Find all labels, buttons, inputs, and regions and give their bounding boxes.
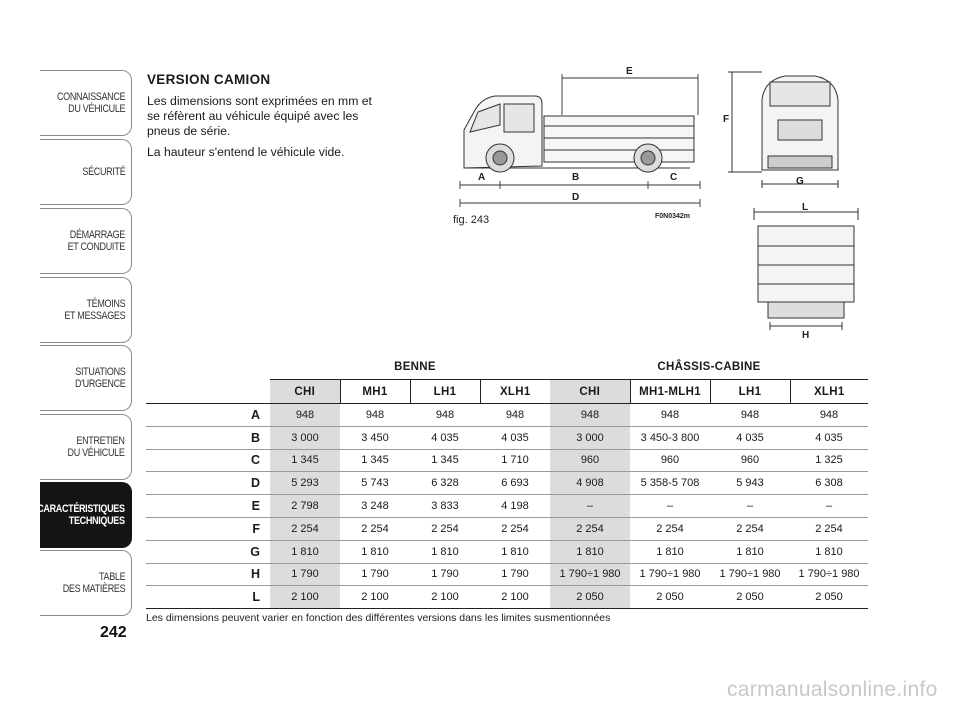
table-cell: –	[550, 495, 630, 518]
table-cell: 3 450	[340, 426, 410, 449]
table-cell: 1 810	[340, 540, 410, 563]
table-cell: 2 254	[710, 517, 790, 540]
row-label: C	[146, 449, 270, 472]
tab-securite[interactable]: SÉCURITÉ	[40, 139, 132, 205]
truck-dimension-figure	[440, 60, 870, 341]
table-cell: 4 035	[480, 426, 550, 449]
truck-front-view	[728, 72, 838, 188]
table-cell: 948	[710, 404, 790, 427]
dim-label-h: H	[802, 330, 810, 341]
table-row	[146, 586, 868, 609]
table-cell: 4 035	[710, 426, 790, 449]
intro-section	[147, 72, 377, 166]
watermark: carmanualsonline.info	[727, 678, 938, 701]
table-row	[146, 426, 868, 449]
table-cell: 1 790÷1 980	[630, 563, 710, 586]
dim-label-f: F	[723, 114, 730, 125]
dim-label-a: A	[478, 172, 486, 183]
row-label: H	[146, 563, 270, 586]
table-cell: 2 254	[270, 517, 340, 540]
table-cell: 1 790	[410, 563, 480, 586]
table-cell: 1 325	[790, 449, 868, 472]
column-header: XLH1	[790, 380, 868, 404]
table-cell: –	[790, 495, 868, 518]
table-cell: 3 248	[340, 495, 410, 518]
table-row	[146, 472, 868, 495]
table-footnote: Les dimensions peuvent varier en fonction des différentes versions dans les limites susmentionnées	[146, 612, 611, 624]
table-cell: 948	[270, 404, 340, 427]
row-label: E	[146, 495, 270, 518]
dimensions-table	[146, 379, 868, 609]
dim-label-g: G	[796, 176, 804, 187]
truck-rear-view	[754, 208, 858, 330]
table-cell: 1 345	[270, 449, 340, 472]
table-row	[146, 449, 868, 472]
table-cell: 2 100	[340, 586, 410, 609]
truck-side-view	[464, 96, 694, 172]
column-header: LH1	[710, 380, 790, 404]
table-cell: 1 345	[340, 449, 410, 472]
table-row	[146, 517, 868, 540]
table-cell: 1 790	[340, 563, 410, 586]
row-label: L	[146, 586, 270, 609]
column-header-row	[146, 380, 868, 404]
table-cell: 2 254	[410, 517, 480, 540]
table-cell: 1 790÷1 980	[550, 563, 630, 586]
table-cell: 2 050	[550, 586, 630, 609]
table-cell: –	[710, 495, 790, 518]
table-cell: 2 254	[550, 517, 630, 540]
table-cell: 948	[410, 404, 480, 427]
tab-entretien-du-vehicule[interactable]: ENTRETIEN DU VÉHICULE	[40, 414, 132, 480]
group-header-benne: BENNE	[394, 361, 436, 373]
tab-caracteristiques-techniques[interactable]: CARACTÉRISTIQUES TECHNIQUES	[40, 482, 132, 548]
row-label: A	[146, 404, 270, 427]
tab-connaissance-du-vehicule[interactable]: CONNAISSANCE DU VÉHICULE	[40, 70, 132, 136]
table-cell: 948	[630, 404, 710, 427]
table-cell: 3 000	[270, 426, 340, 449]
table-cell: 960	[550, 449, 630, 472]
table-row	[146, 495, 868, 518]
table-cell: 960	[630, 449, 710, 472]
table-cell: 2 254	[340, 517, 410, 540]
table-cell: 4 908	[550, 472, 630, 495]
row-label: B	[146, 426, 270, 449]
table-cell: 1 790÷1 980	[710, 563, 790, 586]
row-label: D	[146, 472, 270, 495]
dim-label-e: E	[626, 66, 633, 77]
table-cell: 2 254	[790, 517, 868, 540]
table-cell: 3 450-3 800	[630, 426, 710, 449]
table-cell: 1 810	[790, 540, 868, 563]
table-cell: 2 050	[710, 586, 790, 609]
dim-label-l: L	[802, 202, 809, 213]
table-cell: 1 790	[270, 563, 340, 586]
column-header: LH1	[410, 380, 480, 404]
table-cell: 1 810	[480, 540, 550, 563]
table-cell: 5 943	[710, 472, 790, 495]
dim-label-c: C	[670, 172, 678, 183]
figure-code: F0N0342m	[655, 213, 691, 220]
table-cell: 1 790÷1 980	[790, 563, 868, 586]
table-cell: 948	[550, 404, 630, 427]
group-header-chassis-cabine: CHÂSSIS-CABINE	[657, 361, 761, 373]
table-cell: 6 328	[410, 472, 480, 495]
table-cell: 2 050	[630, 586, 710, 609]
table-row	[146, 404, 868, 427]
table-cell: 5 293	[270, 472, 340, 495]
table-cell: 1 710	[480, 449, 550, 472]
table-cell: 948	[790, 404, 868, 427]
table-row	[146, 540, 868, 563]
table-cell: 4 198	[480, 495, 550, 518]
table-cell: 6 308	[790, 472, 868, 495]
figure-caption: fig. 243	[453, 214, 490, 226]
table-cell: 6 693	[480, 472, 550, 495]
table-cell: 960	[710, 449, 790, 472]
column-header: CHI	[550, 380, 630, 404]
column-header: MH1	[340, 380, 410, 404]
tab-situations-d-urgence[interactable]: SITUATIONS D'URGENCE	[40, 345, 132, 411]
column-header: MH1-MLH1	[630, 380, 710, 404]
intro-paragraph-2: La hauteur s'entend le véhicule vide.	[147, 145, 345, 159]
row-label: G	[146, 540, 270, 563]
column-header: CHI	[270, 380, 340, 404]
tab-demarrage-et-conduite[interactable]: DÉMARRAGE ET CONDUITE	[40, 208, 132, 274]
dimensions-table-container	[146, 361, 868, 609]
table-cell: 1 345	[410, 449, 480, 472]
table-cell: 4 035	[410, 426, 480, 449]
tab-table-des-matieres[interactable]: TABLE DES MATIÈRES	[40, 550, 132, 616]
table-cell: 2 100	[270, 586, 340, 609]
table-row	[146, 563, 868, 586]
corner-cell	[146, 380, 270, 404]
table-cell: 2 050	[790, 586, 868, 609]
table-cell: 2 254	[630, 517, 710, 540]
table-cell: 5 358-5 708	[630, 472, 710, 495]
table-cell: 1 810	[270, 540, 340, 563]
page-number: 242	[100, 624, 127, 641]
table-cell: 2 798	[270, 495, 340, 518]
table-cell: 1 810	[410, 540, 480, 563]
section-title: VERSION CAMION	[147, 72, 271, 87]
table-cell: 1 810	[550, 540, 630, 563]
column-header: XLH1	[480, 380, 550, 404]
tab-temoins-et-messages[interactable]: TÉMOINS ET MESSAGES	[40, 277, 132, 343]
table-cell: 2 100	[410, 586, 480, 609]
dim-label-b: B	[572, 172, 580, 183]
row-label: F	[146, 517, 270, 540]
table-cell: 1 790	[480, 563, 550, 586]
table-cell: 2 254	[480, 517, 550, 540]
table-cell: 2 100	[480, 586, 550, 609]
table-cell: 948	[480, 404, 550, 427]
table-cell: –	[630, 495, 710, 518]
intro-paragraph-1: Les dimensions sont exprimées en mm et se réfèrent au véhicule équipé avec les pneus de série.	[147, 94, 372, 138]
table-cell: 3 000	[550, 426, 630, 449]
table-cell: 948	[340, 404, 410, 427]
table-cell: 4 035	[790, 426, 868, 449]
table-cell: 1 810	[630, 540, 710, 563]
table-cell: 5 743	[340, 472, 410, 495]
table-cell: 3 833	[410, 495, 480, 518]
table-cell: 1 810	[710, 540, 790, 563]
dim-label-d: D	[572, 192, 580, 203]
